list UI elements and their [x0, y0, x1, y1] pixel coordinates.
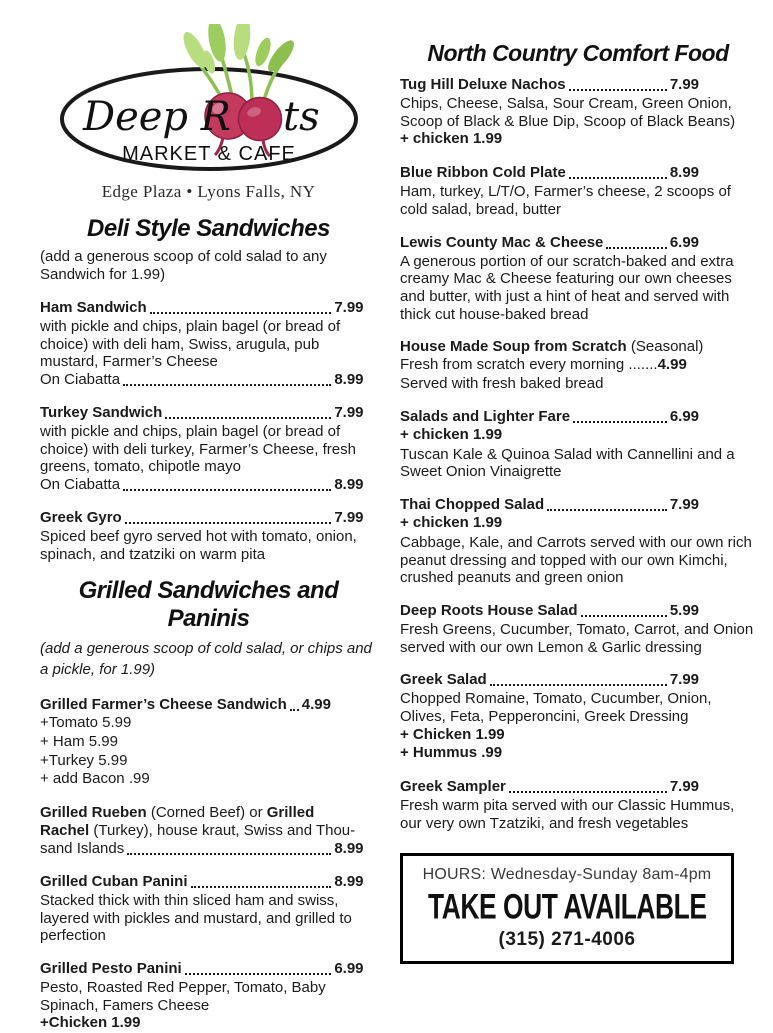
item-price: 5.99 — [669, 601, 700, 619]
takeout-banner: TAKE OUT AVAILABLE — [427, 887, 707, 927]
section-heading-grilled: Grilled Sandwiches and Paninis — [78, 576, 339, 632]
item-name: Turkey Sandwich — [40, 404, 163, 422]
brand-script-left: Deep R — [82, 94, 231, 140]
item-text-line — [40, 822, 377, 840]
item-price: 8.99 — [334, 873, 364, 890]
item-description: with pickle and chips, plain bagel (or bread of choice) with deli ham, Swiss, arugula, pub mustard, Farmer’s Cheese — [40, 318, 341, 371]
dot-leader-text: ....... — [628, 356, 658, 374]
item-price: 7.99 — [334, 299, 364, 316]
name-price-row — [400, 778, 699, 796]
item-name: Grilled Farmer’s Cheese Sandwich — [40, 696, 287, 713]
name-price-row — [40, 873, 364, 891]
dot-leader — [569, 89, 667, 91]
phone-number: (315) 271-4006 — [498, 928, 636, 950]
item-description: Cabbage, Kale, and Carrots served with our own rich peanut dressing and topped with our own Kimchi, crushed peanuts and green onion — [400, 533, 752, 587]
item-option: + Ham 5.99 — [40, 732, 118, 750]
item-text: (Turkey), house kraut, Swiss and Thou- — [89, 822, 356, 839]
brand-subtitle: MARKET & CAFE — [121, 143, 296, 165]
item-name: Greek Sampler — [400, 778, 506, 796]
item-description: Chopped Romaine, Tomato, Cucumber, Onion, Olives, Feta, Pepperoncini, Greek Dressing — [400, 690, 712, 725]
item-addon: +Chicken 1.99 — [40, 1014, 141, 1032]
section-heading-comfort: North Country Comfort Food — [427, 40, 729, 66]
left-column — [40, 24, 377, 1033]
item-price: 4.99 — [657, 356, 687, 374]
name-price-row — [40, 840, 364, 858]
dot-leader — [125, 522, 332, 524]
item-description: Served with fresh baked bread — [400, 375, 604, 393]
item-description: A generous portion of our scratch-baked and extra creamy Mac & Cheese featuring our own cheeses and butter, with just a hint of heat and served with thick cut house-baked bread — [400, 252, 734, 323]
item-variant-price: 8.99 — [334, 371, 364, 389]
item-option: +Turkey 5.99 — [40, 751, 128, 769]
item-name: Lewis County Mac & Cheese — [400, 233, 604, 251]
item-price: 8.99 — [334, 840, 364, 857]
item-description: Fresh Greens, Cucumber, Tomato, Carrot, and Onion served with our own Lemon & Garlic dressing — [400, 620, 754, 656]
dot-leader — [490, 684, 667, 686]
item-description: with pickle and chips, plain bagel (or bread of choice) with deli turkey, Farmer’s Cheese, fresh greens, tomato, chipotle mayo — [40, 423, 356, 476]
item-description: Ham, turkey, L/T/O, Farmer’s cheese, 2 scoops of cold salad, bread, butter — [400, 183, 731, 218]
item-price: 6.99 — [669, 407, 700, 425]
logo — [57, 24, 361, 177]
hours-text: HOURS: Wednesday-Sunday 8am-4pm — [422, 865, 712, 883]
item-price: 7.99 — [669, 778, 700, 796]
dot-leader — [606, 247, 666, 249]
item-name: Blue Ribbon Cold Plate — [400, 164, 566, 182]
name-price-row — [400, 234, 699, 252]
item-price: 7.99 — [669, 496, 700, 514]
item-name: Grilled Pesto Panini — [40, 960, 182, 978]
item-addon: + chicken 1.99 — [400, 425, 503, 443]
logo-graphic — [57, 24, 361, 172]
item-name: Grilled Cuban Panini — [40, 873, 188, 890]
item-text: (Corned Beef) or — [146, 804, 267, 821]
item-price: 6.99 — [334, 960, 364, 978]
menu-item-cold-plate — [400, 164, 756, 218]
dot-leader — [191, 886, 332, 888]
item-text-line — [40, 804, 377, 822]
name-price-row — [40, 960, 364, 978]
name-price-row — [400, 408, 699, 426]
item-description: Chips, Cheese, Salsa, Sour Cream, Green Onion, Scoop of Black & Blue Dip, Scoop of Black Beans) — [400, 95, 736, 130]
menu-item-salads-lighter-fare — [400, 408, 756, 481]
item-name: Salads and Lighter Fare — [400, 407, 571, 425]
hours-takeout-box — [400, 853, 734, 964]
item-addon: + Chicken 1.99 — [400, 725, 505, 743]
name-price-row — [40, 476, 364, 494]
dot-leader — [569, 177, 667, 179]
item-name-note: (Seasonal) — [626, 338, 704, 356]
item-name: Grilled — [266, 804, 315, 821]
item-description: Tuscan Kale & Quinoa Salad with Cannellini and a Sweet Onion Vinaigrette — [400, 445, 735, 481]
name-price-row — [400, 76, 699, 94]
deli-section-note: (add a generous scoop of cold salad to any Sandwich for 1.99) — [40, 248, 327, 283]
dot-leader — [127, 853, 331, 855]
item-price-line — [400, 356, 756, 374]
name-price-row — [40, 404, 364, 422]
menu-item-house-salad — [400, 602, 756, 656]
item-price: 6.99 — [669, 233, 700, 251]
section-heading-deli: Deli Style Sandwiches — [87, 215, 330, 242]
dot-leader — [150, 312, 332, 314]
item-variant-price: 8.99 — [334, 476, 364, 494]
item-addon: + chicken 1.99 — [400, 130, 503, 148]
menu-item-greek-sampler — [400, 778, 756, 832]
item-variant-name: On Ciabatta — [40, 476, 121, 494]
grilled-section-note: (add a generous scoop of cold salad, or chips and a pickle, for 1.99) — [40, 639, 372, 679]
dot-leader — [547, 509, 667, 511]
item-name: House Made Soup from Scratch — [400, 338, 627, 356]
dot-leader — [509, 791, 667, 793]
dot-leader — [185, 973, 332, 975]
item-price: 7.99 — [669, 76, 700, 93]
item-description: Fresh warm pita served with our Classic Hummus, our very own Tzatziki, and fresh vegetables — [400, 797, 735, 832]
item-variant-name: On Ciabatta — [40, 371, 121, 389]
item-addon: + chicken 1.99 — [400, 514, 503, 532]
item-name: Tug Hill Deluxe Nachos — [400, 76, 566, 93]
name-price-row — [400, 496, 699, 514]
menu-item-grilled-pesto-panini — [40, 960, 377, 1033]
radish-leaf — [231, 24, 252, 61]
item-name: Rachel — [40, 822, 90, 839]
dot-leader — [290, 709, 299, 711]
item-description: Pesto, Roasted Red Pepper, Tomato, Baby Spinach, Famers Cheese — [40, 979, 326, 1014]
menu-item-turkey-sandwich — [40, 404, 377, 494]
item-price: 7.99 — [334, 509, 364, 527]
name-price-row — [400, 164, 699, 182]
menu-item-soup — [400, 338, 756, 393]
address-line: Edge Plaza • Lyons Falls, NY — [101, 182, 316, 201]
item-text: Fresh from scratch every morning — [400, 356, 629, 374]
name-price-row — [40, 696, 364, 714]
menu-item-grilled-rueben — [40, 804, 377, 858]
menu-item-mac-and-cheese — [400, 234, 756, 324]
dot-leader — [123, 384, 331, 386]
name-price-row — [40, 371, 364, 389]
name-price-row — [40, 509, 364, 527]
brand-script-right: ts — [282, 94, 320, 140]
item-option: + add Bacon .99 — [40, 770, 150, 788]
item-description: Spiced beef gyro served hot with tomato, onion, spinach, and tzatziki on warm pita — [40, 528, 357, 563]
item-price: 7.99 — [334, 404, 364, 422]
dot-leader — [581, 615, 667, 617]
menu-item-grilled-farmers-cheese — [40, 696, 377, 789]
item-addon: + Hummus .99 — [400, 744, 503, 762]
menu-item-greek-salad — [400, 671, 756, 763]
menu-item-greek-gyro — [40, 509, 377, 563]
item-price: 4.99 — [301, 696, 331, 713]
item-name: Thai Chopped Salad — [400, 496, 545, 514]
item-description: Stacked thick with thin sliced ham and swiss, layered with pickles and mustard, and grilled to perfection — [40, 892, 352, 945]
menu-item-ham-sandwich — [40, 299, 377, 389]
menu-item-grilled-cuban-panini — [40, 873, 377, 945]
item-name: Ham Sandwich — [40, 299, 147, 316]
dot-leader — [165, 417, 331, 419]
menu-item-nachos — [400, 76, 756, 149]
item-name: Greek Gyro — [40, 509, 122, 527]
item-text-line — [400, 338, 756, 356]
item-price: 7.99 — [669, 671, 700, 689]
name-price-row — [400, 671, 699, 689]
name-price-row — [400, 602, 699, 620]
item-name: Greek Salad — [400, 671, 487, 689]
dot-leader — [123, 489, 331, 491]
menu-item-thai-chopped-salad — [400, 496, 756, 587]
item-option: +Tomato 5.99 — [40, 714, 132, 731]
item-price: 8.99 — [669, 164, 700, 182]
dot-leader — [573, 421, 667, 423]
item-name: Grilled Rueben — [40, 804, 147, 821]
name-price-row — [40, 299, 364, 317]
right-column — [400, 40, 756, 964]
item-text: sand Islands — [40, 840, 125, 857]
item-name: Deep Roots House Salad — [400, 601, 578, 619]
radish-bulb-right — [238, 98, 281, 141]
